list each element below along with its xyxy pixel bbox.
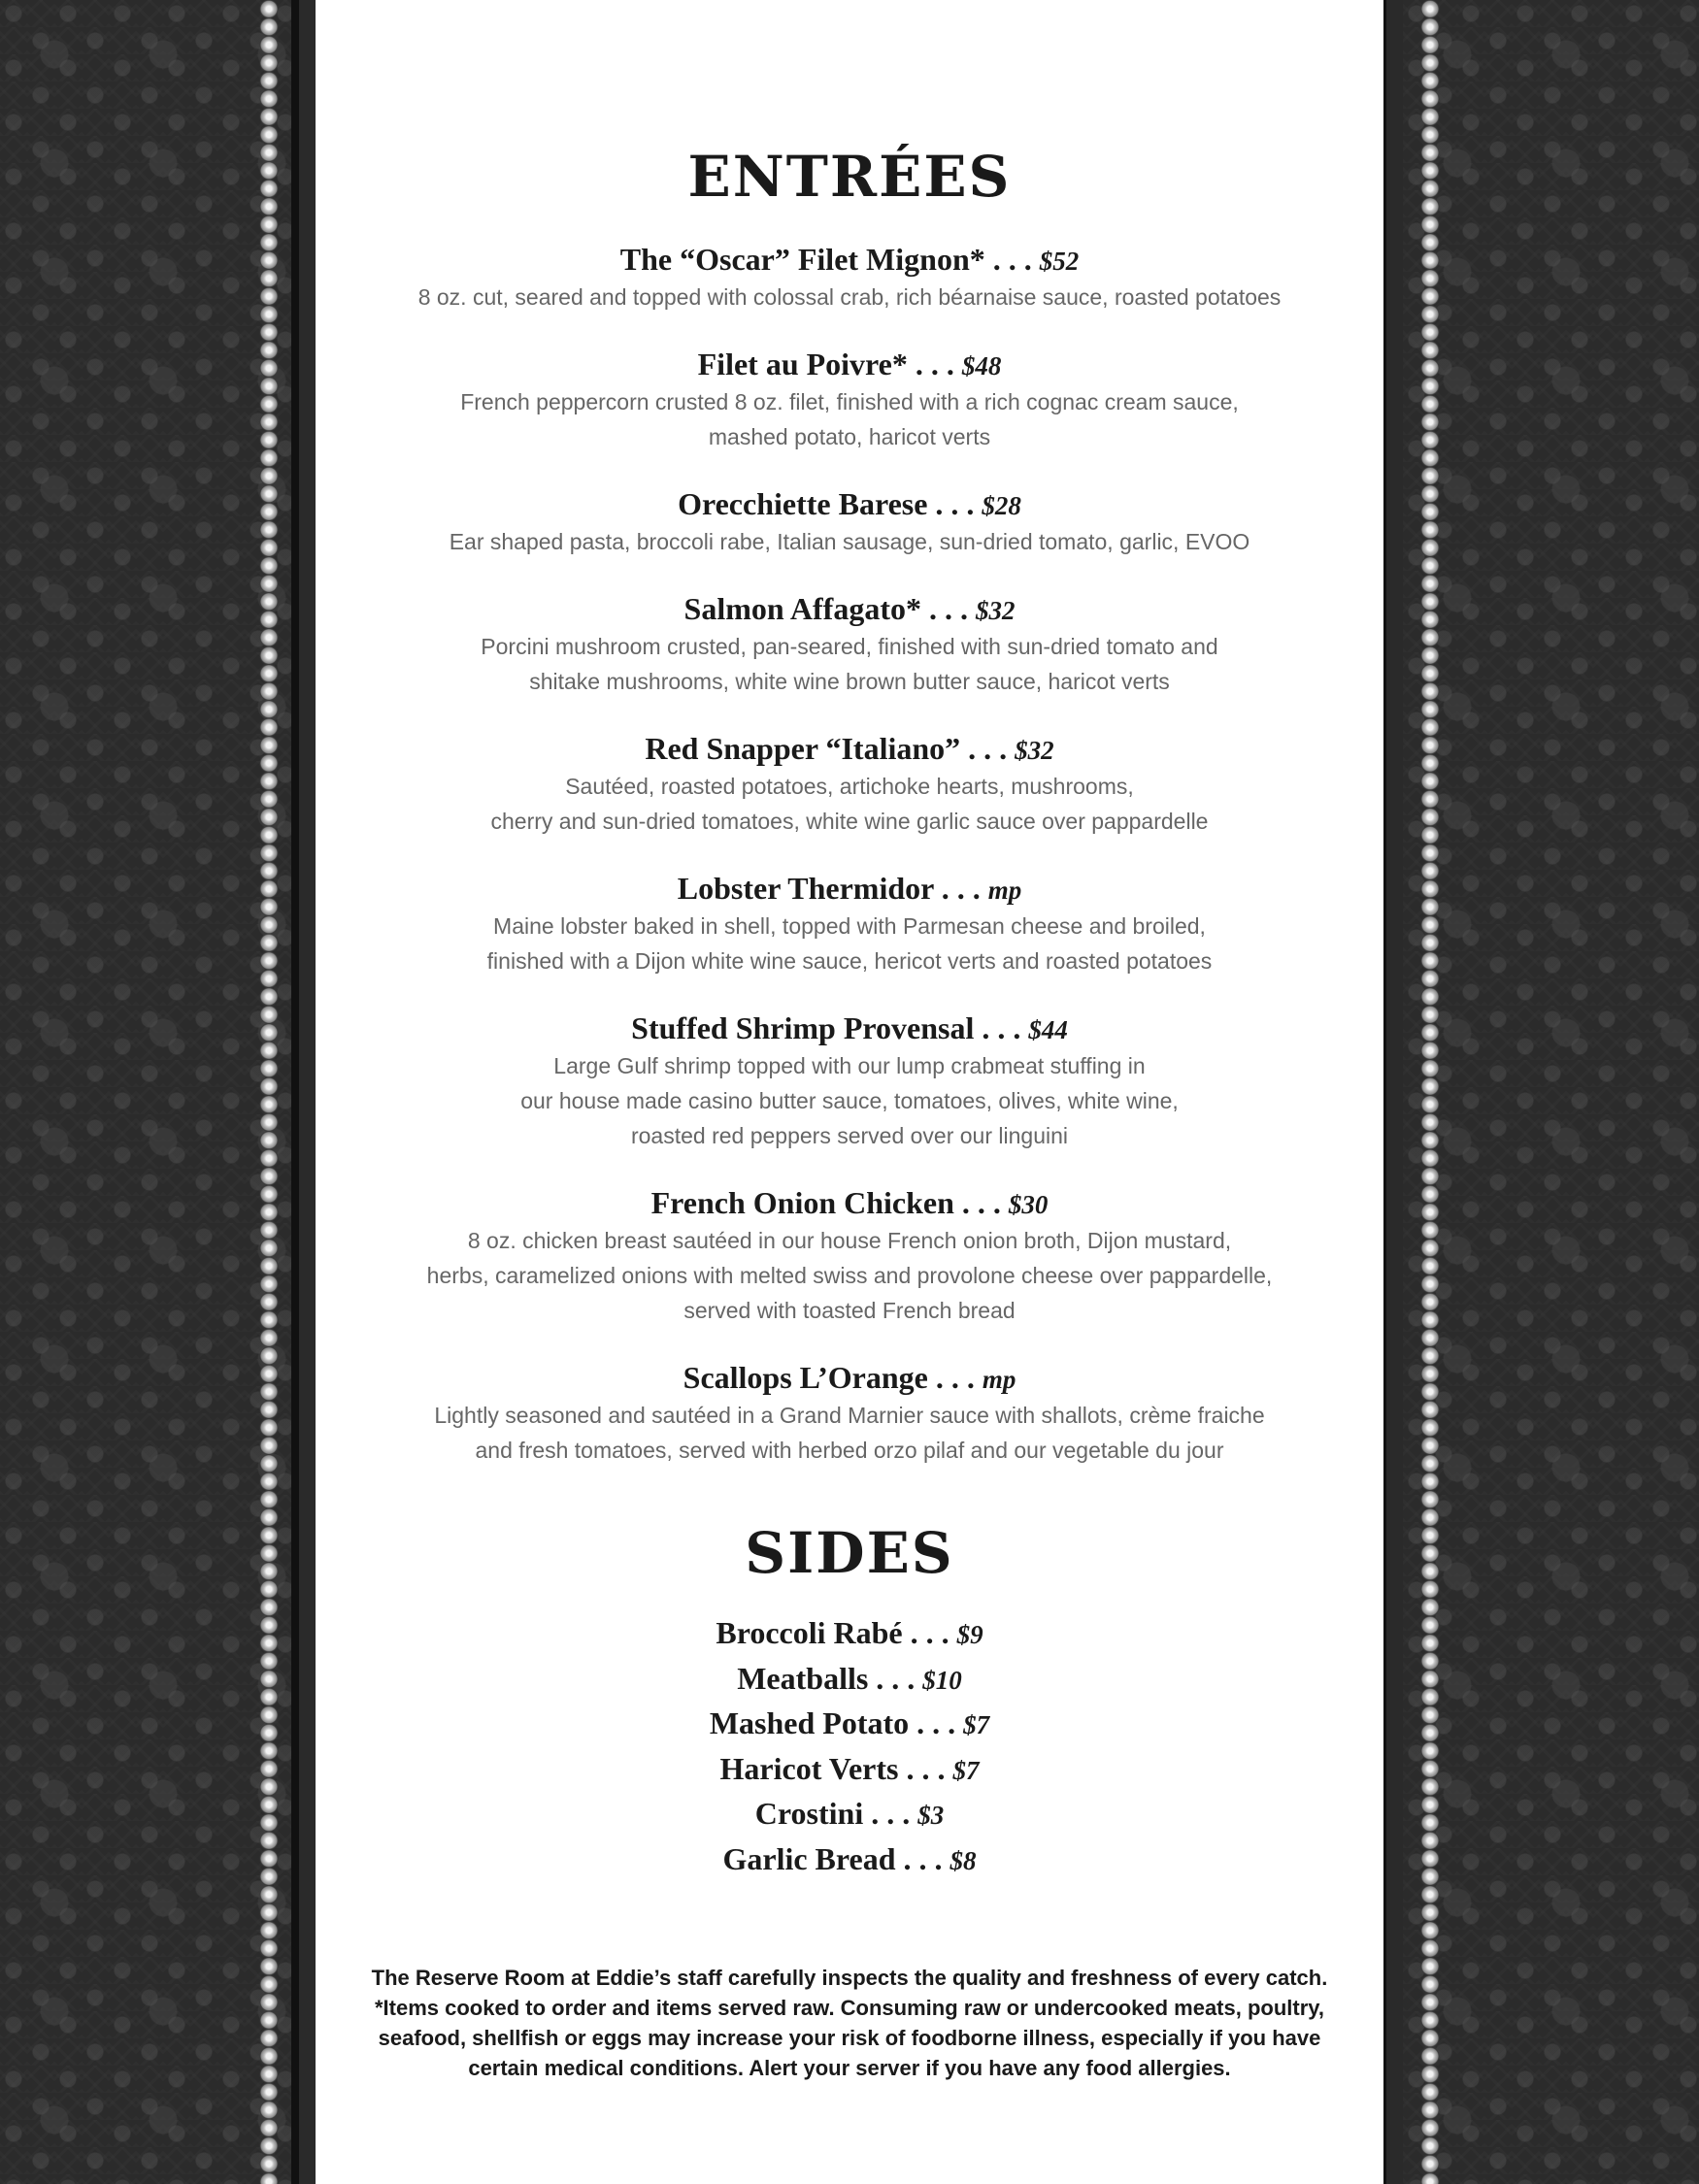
price-separator: . . .: [927, 1360, 983, 1395]
entree-name: French Onion Chicken: [650, 1185, 954, 1220]
price-separator: . . .: [898, 1750, 953, 1786]
entree-price: $48: [961, 351, 1002, 381]
entree-name: Orecchiette Barese: [678, 486, 928, 521]
entree-description: Large Gulf shrimp topped with our lump crabmeat stuffing in our house made casino butter sauce, tomatoes, olives, white wine, roasted red peppers served over our linguini: [520, 1053, 1179, 1148]
side-price: $3: [917, 1801, 945, 1830]
price-separator: . . .: [927, 486, 983, 521]
entree-price: $28: [982, 491, 1021, 520]
side-name: Mashed Potato: [709, 1705, 910, 1740]
entrees-list: [316, 241, 1383, 1499]
divider-left: [291, 0, 299, 2184]
side-name: Meatballs: [737, 1660, 869, 1696]
price-separator: . . .: [895, 1840, 950, 1876]
entree-name: The “Oscar” Filet Mignon*: [619, 242, 985, 277]
entree-item: [316, 241, 1383, 314]
side-name: Broccoli Rabé: [716, 1615, 903, 1650]
entree-item: [316, 346, 1383, 454]
entree-name: Stuffed Shrimp Provensal: [631, 1010, 975, 1045]
damask-border-left: [0, 0, 296, 2184]
damask-border-right: [1403, 0, 1699, 2184]
side-item: [316, 1792, 1383, 1837]
side-item: [316, 1702, 1383, 1747]
entree-name: Scallops L’Orange: [683, 1360, 928, 1395]
side-item: [316, 1837, 1383, 1883]
side-item: [316, 1657, 1383, 1703]
side-item: [316, 1747, 1383, 1793]
price-separator: . . .: [902, 1615, 957, 1650]
entree-item: [316, 730, 1383, 839]
entree-description: Maine lobster baked in shell, topped with Parmesan cheese and broiled, finished with a Dijon white wine sauce, hericot verts and roasted potatoes: [486, 913, 1213, 974]
entree-item: [316, 1009, 1383, 1153]
entree-price: mp: [982, 1365, 1016, 1394]
pearl-strand-right: [1418, 0, 1442, 2184]
side-name: Garlic Bread: [722, 1840, 896, 1876]
menu-page: [316, 0, 1383, 2184]
price-separator: . . .: [909, 1705, 964, 1740]
allergy-notice: The Reserve Room at Eddie’s staff carefully inspects the quality and freshness of every catch. *Items cooked to order and items served raw. Consuming raw or undercooked meats, poultry, seafood, shellfish or eggs may increase your risk of foodborne illness, especially if you have certain medical conditions. Alert your server if you have any food allergies.: [371, 1966, 1328, 2080]
side-name: Crostini: [754, 1796, 864, 1831]
entree-description: 8 oz. cut, seared and topped with colossal crab, rich béarnaise sauce, roasted potatoes: [417, 284, 1282, 310]
entree-description: Porcini mushroom crusted, pan-seared, finished with sun-dried tomato and shitake mushrooms, white wine brown butter sauce, haricot verts: [481, 634, 1218, 694]
side-item: [316, 1611, 1383, 1657]
price-separator: . . .: [920, 591, 976, 626]
price-separator: . . .: [974, 1010, 1029, 1045]
pearl-strand-left: [257, 0, 281, 2184]
sides-list: [316, 1611, 1383, 1882]
entree-price: $32: [1015, 736, 1054, 765]
price-separator: . . .: [933, 871, 988, 906]
price-separator: . . .: [953, 1185, 1009, 1220]
entree-price: $52: [1039, 247, 1080, 276]
entree-price: $30: [1008, 1190, 1049, 1219]
side-price: $9: [956, 1620, 983, 1649]
entree-item: [316, 1359, 1383, 1468]
entree-price: $44: [1028, 1015, 1068, 1044]
side-price: $7: [952, 1755, 980, 1785]
entree-item: [316, 870, 1383, 978]
side-price: $8: [949, 1845, 977, 1875]
entree-name: Lobster Thermidor: [677, 871, 934, 906]
side-name: Haricot Verts: [719, 1750, 899, 1786]
entree-description: French peppercorn crusted 8 oz. filet, finished with a rich cognac cream sauce, mashed potato, haricot verts: [460, 389, 1239, 449]
price-separator: . . .: [868, 1660, 923, 1696]
entree-item: [316, 590, 1383, 699]
entree-description: Ear shaped pasta, broccoli rabe, Italian sausage, sun-dried tomato, garlic, EVOO: [449, 529, 1250, 554]
price-separator: . . .: [984, 242, 1040, 277]
entree-price: mp: [987, 876, 1022, 905]
side-price: $7: [963, 1710, 990, 1739]
entree-name: Salmon Affagato*: [683, 591, 921, 626]
price-separator: . . .: [907, 347, 962, 381]
side-price: $10: [922, 1665, 962, 1695]
entree-description: 8 oz. chicken breast sautéed in our house French onion broth, Dijon mustard, herbs, caramelized onions with melted swiss and provolone cheese over pappardelle, served with toasted French bread: [426, 1228, 1273, 1323]
entree-description: Sautéed, roasted potatoes, artichoke hearts, mushrooms, cherry and sun-dried tomatoes, white wine garlic sauce over pappardelle: [490, 774, 1209, 834]
entree-name: Filet au Poivre*: [697, 347, 908, 381]
price-separator: . . .: [960, 731, 1016, 766]
price-separator: . . .: [863, 1796, 918, 1831]
entree-name: Red Snapper “Italiano”: [645, 731, 961, 766]
entrees-heading: ENTRÉES: [687, 144, 1012, 210]
sides-heading: SIDES: [745, 1520, 954, 1586]
entree-description: Lightly seasoned and sautéed in a Grand Marnier sauce with shallots, crème fraiche and fresh tomatoes, served with herbed orzo pilaf and our vegetable du jour: [434, 1403, 1265, 1463]
entree-price: $32: [975, 596, 1016, 625]
entree-item: [316, 485, 1383, 559]
entree-item: [316, 1184, 1383, 1328]
